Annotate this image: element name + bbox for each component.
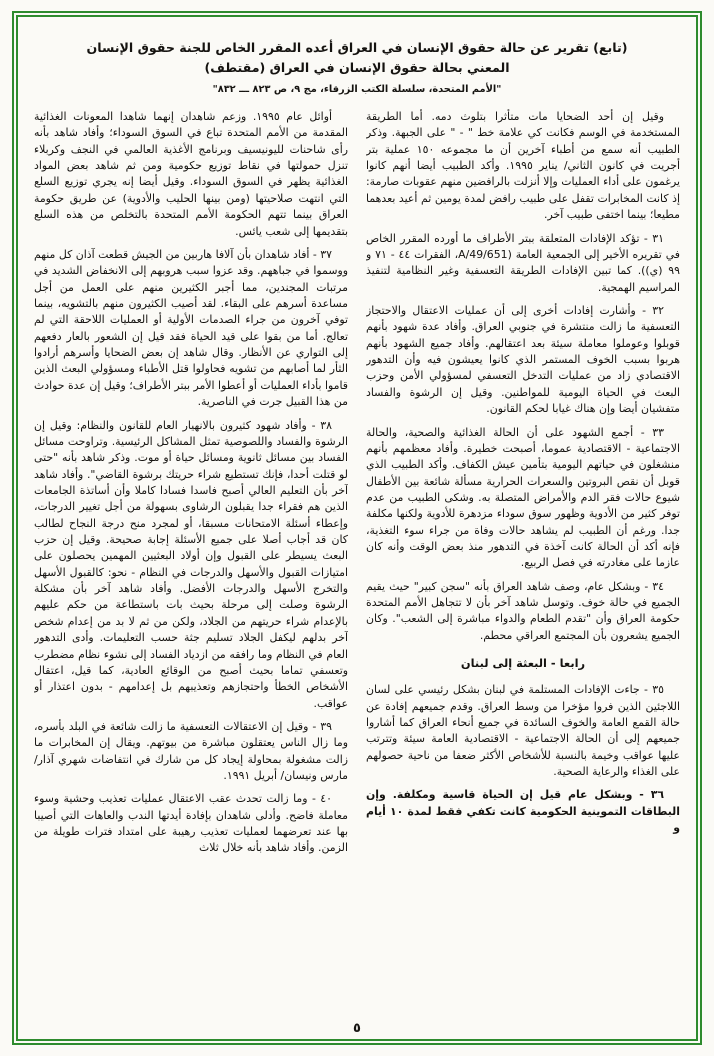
paragraph: ٣١ - تؤكد الإفادات المتعلقة ببتر الأطراف ما أورده المقرر الخاص في تقريره الأخير إلى الجمعية العامة (A/49/651، الفقرات ٤٤ - ٧١ و ٩٩ (ي)). كما تبين الإفادات الطريقة التعسفية وغير النظامية لتنفيذ المراسيم الهمجية.	[366, 231, 680, 294]
paragraph: ٣٤ - وبشكل عام، وصف شاهد العراق بأنه "سجن كبير" حيث يقيم الجميع في حالة خوف. وتوسل شاهد آخر بأن لا تتجاهل الأمم المتحدة حكومة العراق وأن "تقدم الطعام والدواء مباشرة إلى الشعب". وكان الجميع يشعرون بأن المجتمع العراقي محطم.	[366, 579, 680, 642]
page-content	[34, 34, 680, 1010]
paragraph: ٤٠ - وما زالت تحدث عقب الاعتقال عمليات تعذيب وحشية وسوء معاملة فاضح. وأدلى شاهدان بإفادة أيدتها الندب والعاهات التي أصيبا بها عند تعرضهما لعمليات تعذيب رهيبة على امتداد فترات طويلة من الزمن. وأفاد شاهد بأنه خلال ثلاث	[34, 792, 348, 855]
document-title-line1: (تابع) تقرير عن حالة حقوق الإنسان في العراق أعده المقرر الخاص للجنة حقوق الإنسان	[86, 40, 628, 55]
paragraph: ٣٢ - وأشارت إفادات أخرى إلى أن عمليات الاعتقال والاحتجاز التعسفية ما زالت منتشرة في جنوبي العراق. وأفاد عدة شهود بأنهم قوبلوا وعوملوا معاملة سيئة بعد اعتقالهم. وأفاد جميع الشهود بأنهم هربوا بسبب الخوف المستمر الذي كانوا يعيشون فيه وأن التدهور الاقتصادي زاد من عمليات التدخل التعسفي لمسؤولي الأمن وحزب البعث في الحياة اليومية للمواطنين. وقيل إن الرشوة والفساد متفشيان أيضا وإن هناك غيابا لحكم القانون.	[366, 303, 680, 416]
paragraph: ٣٩ - وقيل إن الاعتقالات التعسفية ما زالت شائعة في البلد بأسره، وما زال الناس يعتقلون مباشرة من بيوتهم. ويقال إن المخابرات ما زالت مشغولة بمحاولة إيجاد كل من شارك في انتفاضات شهري آذار/ مارس ونيسان/ أبريل ١٩٩١.	[34, 719, 348, 783]
document-source-line: "الأمم المتحدة، سلسلة الكتب الزرقاء، مج ٩، ص ٨٢٣ ـــ ٨٣٢"	[212, 84, 502, 96]
paragraph: ٣٨ - وأفاد شهود كثيرون بالانهيار العام للقانون والنظام: وقيل إن الرشوة والفساد واللصوصية تمثل المشاكل الرئيسية. وتراوحت مسائل الفساد بين مسائل ثانوية ومسائل حياة أو موت. وذكر شاهد بأنه "حتى لو قتلت أحدا، فإنك تستطيع شراء حريتك برشوة القاضي". وأفاد شاهد آخر بأن التعليم العالي أصبح فاسدا فسادا كاملا وأن أساتذة الجامعات الذين هم فقراء جدا يقبلون الرشاوى بسهولة من أجل تغيير الدرجات، وإعطاء أسئلة الامتحانات مسبقا، أو لمجرد منح درجة النجاح لطالب كان قد أجاب أصلا على جميع الأسئلة إجابة صحيحة. وقيل إن حزب البعث يسيطر على القبول وإن أولاد البعثيين المهمين يحصلون على امتيازات القبول والأسهل والدرجات في النظام - نحو: كالقبول الأسهل والتخرج الأسهل والدرجات الأفضل. وأفاد شاهد آخر بأن مشكلة الرشوة وصلت إلى مرحلة بحيث بات باستطاعة من حكم عليهم بالإعدام شراء حريتهم من الجلاد، ولكن من ثم لا بد من إعدام شخص آخر بدلهم ليكفل الجلاد تسليم جثة حسب التعليمات. وأدى التدهور العام في النظام وما رافقه من ازدياد الفساد إلى نشوء نظام مضطرب وتعسفي تماما بحيث أصبح من الوقائع العادية، كما قيل، اعتقال الأشخاص الخطأ واحتجازهم وتعذيبهم بل إعدامهم - بدون اعتذار أو عواقب.	[34, 418, 348, 710]
document-header	[34, 38, 680, 95]
paragraph: وقيل إن أحد الضحايا مات متأثرا بتلوث دمه. أما الطريقة المستخدمة في الوسم فكانت كي علامة خط " - " على الجبهة. وذكر الطبيب أنه سمع من أطباء آخرين أن ما مجموعه ١٥٠ عملية بتر أجريت في كانون الثاني/ يناير ١٩٩٥. وأكد الطبيب أيضا أنهم كانوا يرغمون على أداء العمليات وإلا أنزلت بالرافضين منهم عقوبات صارمة: إذ كانت المخابرات تقفل على طبيب رافض لمدة يومين ثم أعيد بعدهما مطيعا؛ بينما اختفى طبيب آخر.	[366, 110, 680, 222]
paragraph: ٣٦ - وبشكل عام قيل إن الحياة قاسية ومكلفة. وإن البطاقات التموينية الحكومية كانت تكفي فقط لمدة ١٠ أيام و	[366, 788, 680, 835]
document-title-line2: المعني بحالة حقوق الإنسان في العراق (مقتطف)	[204, 59, 510, 75]
paragraph: ٣٧ - أفاد شاهدان بأن آلافا هاربين من الجيش قطعت آذان كل منهم ووسموا في جباههم. وقد عزوا سبب هروبهم إلى الانخفاض الشديد في مرتبات المجندين، مما أجبر الكثيرين منهم على العمل من أجل مساعدة أسرهم على البقاء. لقد أصيب الكثيرون منهم بالتشويه، بينما توفي آخرون من جراء الصدمات الأولية أو العمليات اللاحقة التي لم تعالج. أما من بقوا على قيد الحياة فقد قيل إن الشعور بالعار دفعهم إلى التواري عن الأنظار. وقال شاهد إن بعض الضحايا وأسرهم أرادوا الثأر لما أصابهم من تشويه فحاولوا قتل الأطباء ومسؤولي البعث الذين قاموا بأداء العمليات أو أعطوا الأمر ببتر الأطراف؛ وقيل إن عدة حوادث من هذا القبيل جرت في الناصرية.	[34, 247, 348, 409]
column-left	[34, 109, 348, 1010]
paragraph: ٣٥ - جاءت الإفادات المستلمة في لبنان بشكل رئيسي على لسان اللاجئين الذين فروا مؤخرا من وسط العراق. وقدم جميعهم إفادة عن حالة القمع العامة والخوف السائدة في جميع أنحاء العراق كما أشاروا جميعهم إلى أن الحالة الاجتماعية - الاقتصادية العامة سيئة وتترتب عليها عواقب وخيمة بالنسبة للأشخاص الأكثر ضعفا من ناحية حصولهم على الغذاء والرعاية الصحية.	[366, 683, 680, 778]
column-right	[366, 109, 680, 1010]
paragraph: أوائل عام ١٩٩٥. وزعم شاهدان إنهما شاهدا المعونات الغذائية المقدمة من الأمم المتحدة تباع في السوق السوداء؛ وأفاد شاهد بأنه رأى شاحنات لليونيسيف وبرنامج الأغذية العالمي في النجف وكربلاء تنزل حمولتها في نقاط توزيع حكومية ومن ثم شاهد بعض المواد الغذائية يظهر في السوق السوداء. وقيل أيضا إنه يجري توزيع السلع التي انتهت صلاحيتها (ومن بينها الحليب والأدوية) عن طريق حكومة العراق بينما تتهم الحكومة الأمم المتحدة بالتخلص من هذه السلع بتقديمها إلى شعب يائس.	[34, 110, 348, 238]
paragraph: ٣٣ - أجمع الشهود على أن الحالة الغذائية والصحية، والحالة الاجتماعية - الاقتصادية عموما، أصبحت خطيرة. وأفاد معظمهم بأنهم منشغلون في حياتهم اليومية بتأمين عيش الكفاف. وأكد الطبيب الذي قوبل أن نقص البروتين والسعرات الحرارية مسألة شائعة بين الأطفال شيوع حالات فقر الدم والأمراض المتصلة به. وشكى الطبيب من عدم توفر كثير من الأدوية وظهور سوق سوداء مزدهرة للأدوية ولكنها مكلفة جدا. ورغم أن الطبيب لم يشاهد حالات وفاة من جراء سوء التغذية، فإنه أكد أن الحالة كانت آخذة في التدهور منذ بعض الوقت وأنه كان عازما على مغادرته في فصل الربيع.	[366, 425, 680, 570]
page-number: ٥	[353, 1021, 361, 1036]
section-heading: رابعا - البعثة إلى لبنان	[460, 656, 586, 671]
text-columns	[34, 109, 680, 1010]
